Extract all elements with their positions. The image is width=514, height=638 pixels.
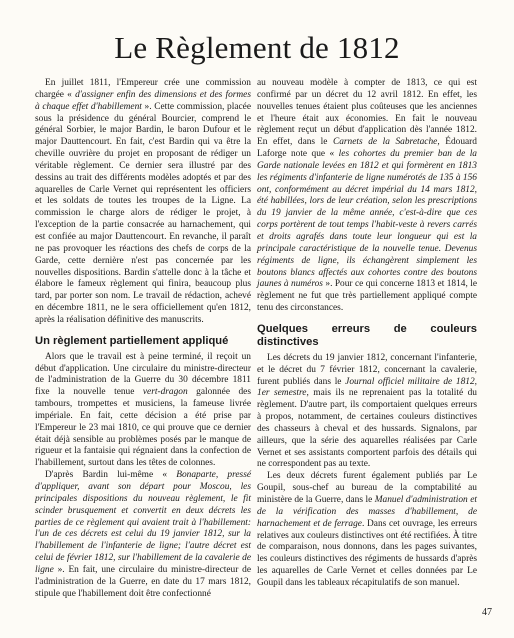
page-title: Le Règlement de 1812 xyxy=(114,30,400,65)
paragraph xyxy=(257,78,477,315)
italic-run: les cohortes du premier ban de la Garde nationale levées en 1812 et qui formèrent en 1813 les régiments d'infanterie de ligne numérotés de 135 à 156 ont, conformément au décret impérial du 14 mars 1812, été habillées, lors de leur création, selon les prescriptions du 19 janvier de la même année, c'est-à-dire que ces corps portèrent de tout temps l'habit-veste à revers carrés et droits agrafés dans toute leur longueur qui est la principale caractéristique de la nouvelle tenue. Devenus régiments de ligne, ils échangèrent simplement les boutons blancs affectés aux cohortes contre des boutons jaunes à numéros xyxy=(257,149,477,290)
right-column xyxy=(257,78,477,590)
text-run: Les décrets du 19 janvier 1812, concernant l'infanterie, et le décret du 7 février 1812, concernant la cavalerie, furent publiés dans le xyxy=(257,352,477,387)
text-run: Alors que le travail est à peine terminé, il reçoit un début d'application. Une circulaire du ministre-directeur de l'administration de la Guerre du 30 décembre 1811 fixe la nouvelle tenue xyxy=(35,351,251,398)
text-run: , mais ils ne reprenaient pas la totalité du règlement. D'autre part, ils comportaient quelques erreurs à propos, notamment, de certaines couleurs distinctives des chasseurs à cheval et des hussards. Signalons, par ailleurs, que la série des aquarelles réalisées par Carle Vernet et ses assistants comportent parfois des détails qui ne correspondent pas au texte. xyxy=(257,388,477,470)
italic-run: Manuel d'administration et de la vérification des masses d'habillement, de harnachement et de ferrage xyxy=(257,495,477,529)
text-run: Les deux décrets furent également publiés par Le Goupil, sous-chef au bureau de la comptabilité au ministère de la Guerre, dans le xyxy=(257,471,477,505)
italic-run: vert-dragon xyxy=(142,387,188,398)
paragraph xyxy=(35,78,251,327)
italic-run: Carnets de la Sabretache xyxy=(332,137,438,148)
text-run: ». Pour ce qui concerne 1813 et 1814, le règlement ne fut que très partiellement appliqué compte tenu des circonstances. xyxy=(257,279,477,314)
text-run: En juillet 1811, l'Empereur crée une commission chargée « xyxy=(35,78,251,100)
text-run: D'après Bardin lui-même « xyxy=(45,470,177,481)
section-heading: Un règlement partiellement appliqué xyxy=(35,334,229,347)
text-run: galonnée des tambours, trompettes et musiciens, la fameuse livrée impériale. En fait, cette décision a été prise par l'Empereur le 23 mai 1810, ce qui prouve que ce dernier était déjà sensible au problèmes posés par le manque de rigueur et la fantaisie qui régnaient dans la confection de l'habillement, surtout dans les têtes de colonnes. xyxy=(35,387,251,469)
text-run: au nouveau modèle à compter de 1813, ce qui est confirmé par un décret du 12 avril 1812. En effet, les nouvelles tenues étaient plus coûteuses que les anciennes et l'heure était aux économies. En fait le nouveau règlement reçut un début d'application dès l'année 1812. En effet, dans le xyxy=(257,78,477,148)
paragraph xyxy=(257,471,477,589)
italic-run: Bonaparte, pressé d'appliquer, avant son départ pour Moscou, les principales dispositions du nouveau règlement, le fit scinder brusquement et convertit en deux décrets les parties de ce règlement qui avaient trait à l'habillement: l'un de ces décrets est celui du 19 janvier 1812, sur la l'habillement de l'infanterie de ligne; l'autre décret est celui de février 1812, sur l'habillement de la cavalerie de ligne xyxy=(35,470,251,575)
left-column xyxy=(35,78,251,600)
text-run: ». Cette commission, placée sous la présidence du général Bourcier, comprend le général Sorbier, le major Bardin, le baron Dufour et le major Dauttencourt. En fait, c'est Bardin qui va être la cheville ouvrière du projet en proposant de rédiger un véritable règlement. Ce dernier sera illustré par des dessins au trait des différents modèles adoptés et par des aquarelles de Carle Vernet qui représentent les officiers et les soldats de toutes les troupes de la Ligne. La commission le charge alors de rédiger le projet, à l'exception de la partie consacrée au harnachement, qui est confiée au major Dauttencourt. En revanche, il paraît ne pas provoquer les réactions des chefs de corps de la Garde, cette dernière n'est pas concernée par les nouvelles dispositions. Bardin s'attelle donc à la tâche et élabore le fameux règlement qui finira, beaucoup plus tard, par porter son nom. Le travail de rédaction, achevé en décembre 1811, ne le sera officiellement qu'en 1812, après la réalisation définitive des manuscrits. xyxy=(35,101,251,325)
section-heading: Quelques erreurs de couleurs distinctives xyxy=(257,322,477,348)
text-run: , Édouard Laforge note que « xyxy=(257,137,477,160)
paragraph xyxy=(257,353,477,471)
text-run: . Dans cet ouvrage, les erreurs relatives aux couleurs distinctives ont été rectifiées. À titre de comparaison, nous donnons, dans les pages suivantes, les couleurs distinctives des régiments de hussards d'après les aquarelles de Carle Vernet et celles données par Le Goupil dans les tableaux récapitulatifs de son manuel. xyxy=(257,518,477,588)
paragraph xyxy=(35,470,251,600)
text-run: ». En fait, une circulaire du ministre-directeur de l'administration de la Guerre, en date du 17 mars 1812, stipule que l'habillement doit être confectionné xyxy=(35,564,251,599)
paragraph xyxy=(35,352,251,470)
page-number: 47 xyxy=(482,607,492,618)
italic-run: Journal officiel militaire de 1812, 1er semestre xyxy=(257,376,477,399)
italic-run: d'assigner enfin des dimensions et des formes à chaque effet d'habillement xyxy=(35,89,251,112)
